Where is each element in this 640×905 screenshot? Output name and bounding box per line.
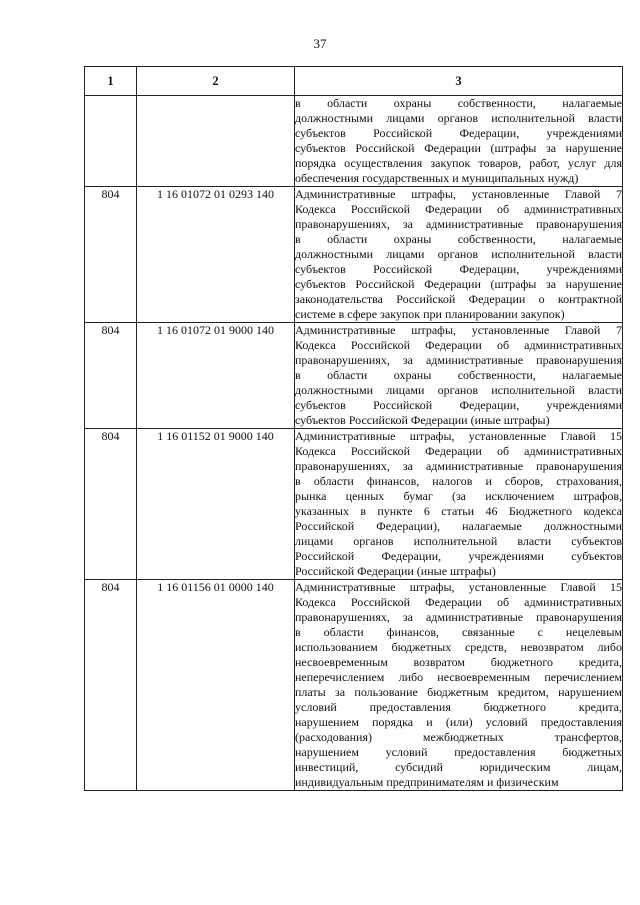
description-line: субъектов Российской Федерации, учреждениями bbox=[295, 262, 622, 276]
description-line: (расходования) межбюджетных трансфертов, bbox=[295, 730, 622, 744]
description-line: платы за пользование бюджетным кредитом, нарушением bbox=[295, 685, 622, 699]
description-line: несвоевременным возвратом бюджетного кредита, bbox=[295, 655, 622, 669]
table-row bbox=[85, 187, 623, 323]
description-line: правонарушениях, за административные правонарушения bbox=[295, 459, 622, 473]
table-header-row bbox=[85, 67, 623, 96]
description-line: лицами органов исполнительной власти субъектов bbox=[295, 534, 622, 548]
description-line: правонарушениях, за административные правонарушения bbox=[295, 217, 622, 231]
column-header-2: 2 bbox=[137, 67, 295, 96]
description-line: Административные штрафы, установленные Главой 7 bbox=[295, 323, 622, 337]
budget-classification-code-cell: 1 16 01152 01 9000 140 bbox=[137, 429, 295, 580]
budget-classification-code-cell: 1 16 01156 01 0000 140 bbox=[137, 580, 295, 791]
description-line: Кодекса Российской Федерации об административных bbox=[295, 444, 622, 458]
description-line: правонарушениях, за административные правонарушения bbox=[295, 353, 622, 367]
description-line: в области охраны собственности, налагаемые bbox=[295, 368, 622, 382]
budget-classification-code-cell: 1 16 01072 01 9000 140 bbox=[137, 323, 295, 429]
table-row bbox=[85, 323, 623, 429]
description-line: в области охраны собственности, налагаемые bbox=[295, 96, 622, 110]
table-row bbox=[85, 580, 623, 791]
description-line: нарушением условий предоставления бюджетных bbox=[295, 745, 622, 759]
description-line: должностными лицами органов исполнительной власти bbox=[295, 111, 622, 125]
description-line: указанных в пункте 6 статьи 46 Бюджетного кодекса bbox=[295, 504, 622, 518]
admin-code-cell: 804 bbox=[85, 580, 137, 791]
description-line: субъектов Российской Федерации (штрафы за нарушение bbox=[295, 277, 622, 291]
description-cell bbox=[295, 323, 623, 429]
description-line: должностными лицами органов исполнительной власти bbox=[295, 247, 622, 261]
description-line: Кодекса Российской Федерации об административных bbox=[295, 202, 622, 216]
description-line: порядка осуществления закупок товаров, работ, услуг для bbox=[295, 156, 622, 170]
admin-code-cell: 804 bbox=[85, 323, 137, 429]
table-row bbox=[85, 429, 623, 580]
description-line: законодательства Российской Федерации о контрактной bbox=[295, 292, 622, 306]
admin-code-cell: 804 bbox=[85, 429, 137, 580]
description-line: правонарушениях, за административные правонарушения bbox=[295, 610, 622, 624]
description-line: Кодекса Российской Федерации об административных bbox=[295, 338, 622, 352]
description-line: субъектов Российской Федерации (иные штрафы) bbox=[295, 413, 550, 427]
description-cell bbox=[295, 429, 623, 580]
description-cell bbox=[295, 96, 623, 187]
description-line: Административные штрафы, установленные Главой 15 bbox=[295, 429, 622, 443]
description-line: Российской Федерации (иные штрафы) bbox=[295, 564, 496, 578]
budget-classification-code-cell bbox=[137, 96, 295, 187]
description-cell bbox=[295, 187, 623, 323]
description-line: системе в сфере закупок при планировании закупок) bbox=[295, 307, 565, 321]
description-line: Административные штрафы, установленные Главой 7 bbox=[295, 187, 622, 201]
page-number: 37 bbox=[313, 36, 327, 51]
description-line: обеспечения государственных и муниципальных нужд) bbox=[295, 171, 579, 185]
description-line: в области финансов, налогов и сборов, страхования, bbox=[295, 474, 622, 488]
description-line: субъектов Российской Федерации, учреждениями bbox=[295, 126, 622, 140]
admin-code-cell: 804 bbox=[85, 187, 137, 323]
description-line: нарушением порядка и (или) условий предоставления bbox=[295, 715, 622, 729]
description-line: субъектов Российской Федерации (штрафы за нарушение bbox=[295, 141, 622, 155]
admin-code-cell bbox=[85, 96, 137, 187]
description-line: в области финансов, связанные с нецелевым bbox=[295, 625, 622, 639]
description-line: Российской Федерации, учреждениями субъектов bbox=[295, 549, 622, 563]
description-line: Административные штрафы, установленные Главой 15 bbox=[295, 580, 622, 594]
description-line: индивидуальным предпринимателям и физическим bbox=[295, 775, 559, 789]
column-header-1: 1 bbox=[85, 67, 137, 96]
description-line: должностными лицами органов исполнительной власти bbox=[295, 383, 622, 397]
description-line: условий предоставления бюджетного кредита, bbox=[295, 700, 622, 714]
description-line: Кодекса Российской Федерации об административных bbox=[295, 595, 622, 609]
description-line: рынка ценных бумаг (за исключением штрафов, bbox=[295, 489, 622, 503]
description-line: использованием бюджетных средств, невозвратом либо bbox=[295, 640, 622, 654]
column-header-3: 3 bbox=[295, 67, 623, 96]
description-line: в области охраны собственности, налагаемые bbox=[295, 232, 622, 246]
table-row bbox=[85, 96, 623, 187]
revenue-codes-table bbox=[84, 66, 623, 791]
description-line: неперечислением либо несвоевременным перечислением bbox=[295, 670, 622, 684]
description-line: инвестиций, субсидий юридическим лицам, bbox=[295, 760, 622, 774]
description-line: субъектов Российской Федерации, учреждениями bbox=[295, 398, 622, 412]
description-cell bbox=[295, 580, 623, 791]
description-line: Российской Федерации), налагаемые должностными bbox=[295, 519, 622, 533]
budget-classification-code-cell: 1 16 01072 01 0293 140 bbox=[137, 187, 295, 323]
